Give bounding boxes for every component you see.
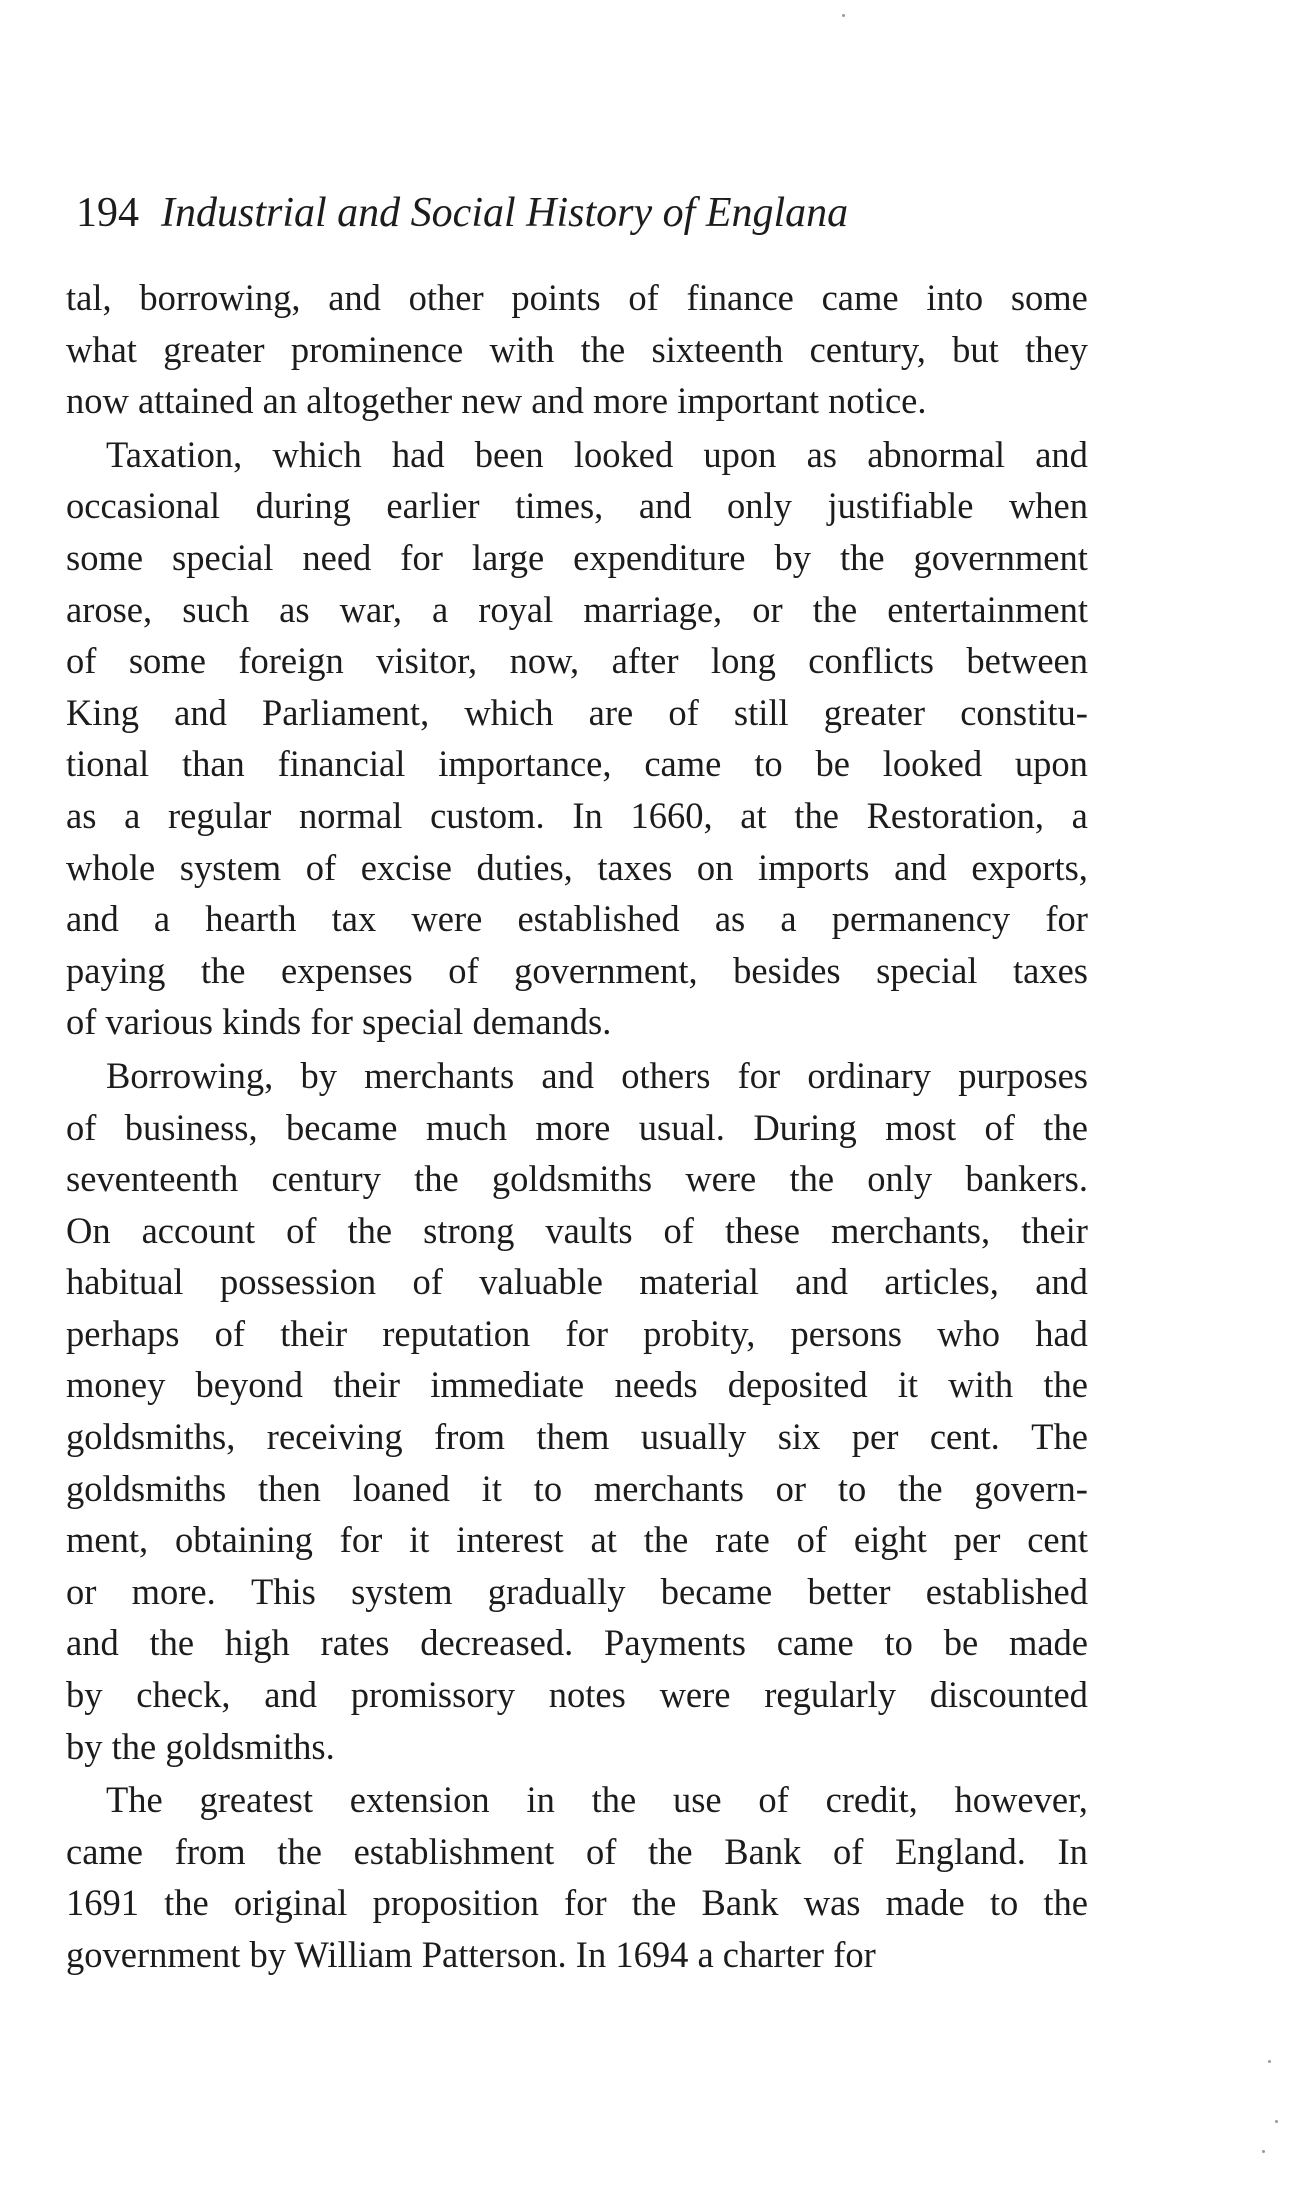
text-line: government by William Patterson. In 1694 a charter for — [66, 1934, 876, 1975]
text-line: and the high rates decreased. Payments came to be made — [66, 1622, 1088, 1664]
paragraph — [66, 1050, 1088, 1772]
text-line: paying the expenses of government, besides special taxes — [66, 949, 1088, 991]
text-line: seventeenth century the goldsmiths were the only bankers. — [66, 1158, 1088, 1200]
text-line: tal, borrowing, and other points of finance came into some — [66, 277, 1088, 318]
text-line: tional than financial importance, came to be looked upon — [66, 743, 1088, 785]
text-line: or more. This system gradually became better established — [66, 1570, 1088, 1612]
text-line: goldsmiths, receiving from them usually six per cent. The — [66, 1416, 1088, 1458]
text-line: On account of the strong vaults of these merchants, their — [66, 1209, 1088, 1251]
paragraph — [66, 429, 1088, 1048]
text-line: King and Parliament, which are of still greater constitu- — [66, 691, 1088, 733]
text-line: Borrowing, by merchants and others for ordinary purposes — [106, 1054, 1088, 1096]
text-line: some special need for large expenditure by the government — [66, 536, 1088, 578]
text-line: by check, and promissory notes were regularly discounted — [66, 1674, 1088, 1716]
text-line: goldsmiths then loaned it to merchants or to the govern- — [66, 1467, 1088, 1509]
text-line: as a regular normal custom. In 1660, at the Restoration, a — [66, 794, 1088, 836]
running-title: Industrial and Social History of Englana — [161, 190, 849, 236]
page-number: 194 — [76, 190, 139, 236]
paragraph — [66, 272, 1088, 427]
text-line: habitual possession of valuable material and articles, and — [66, 1261, 1088, 1303]
text-line: The greatest extension in the use of credit, however, — [106, 1779, 1088, 1821]
scan-speck — [842, 14, 845, 17]
text-line: whole system of excise duties, taxes on imports and exports, — [66, 846, 1088, 888]
text-line: what greater prominence with the sixteenth century, but they — [66, 328, 1088, 370]
text-line: by the goldsmiths. — [66, 1725, 335, 1767]
text-line: occasional during earlier times, and only justifiable when — [66, 485, 1088, 527]
text-line: Taxation, which had been looked upon as abnormal and — [106, 433, 1088, 475]
text-line: of various kinds for special demands. — [66, 1001, 612, 1043]
text-line: ment, obtaining for it interest at the rate of eight per cent — [66, 1519, 1088, 1561]
scan-speck — [1262, 2150, 1265, 2153]
text-line: of business, became much more usual. During most of the — [66, 1106, 1088, 1148]
scan-speck — [1268, 2060, 1271, 2063]
text-line: of some foreign visitor, now, after long conflicts between — [66, 640, 1088, 682]
text-line: perhaps of their reputation for probity, persons who had — [66, 1312, 1088, 1354]
text-line: 1691 the original proposition for the Bank was made to the — [66, 1882, 1088, 1924]
body-text — [66, 272, 1088, 1981]
running-head — [76, 188, 1036, 238]
text-line: arose, such as war, a royal marriage, or the entertainment — [66, 588, 1088, 630]
text-line: and a hearth tax were established as a permanency for — [66, 898, 1088, 940]
text-line: money beyond their immediate needs deposited it with the — [66, 1364, 1088, 1406]
scan-speck — [1275, 2120, 1278, 2123]
paragraph — [66, 1774, 1088, 1980]
text-line: came from the establishment of the Bank of England. In — [66, 1830, 1088, 1872]
text-line: now attained an altogether new and more important notice. — [66, 380, 927, 422]
